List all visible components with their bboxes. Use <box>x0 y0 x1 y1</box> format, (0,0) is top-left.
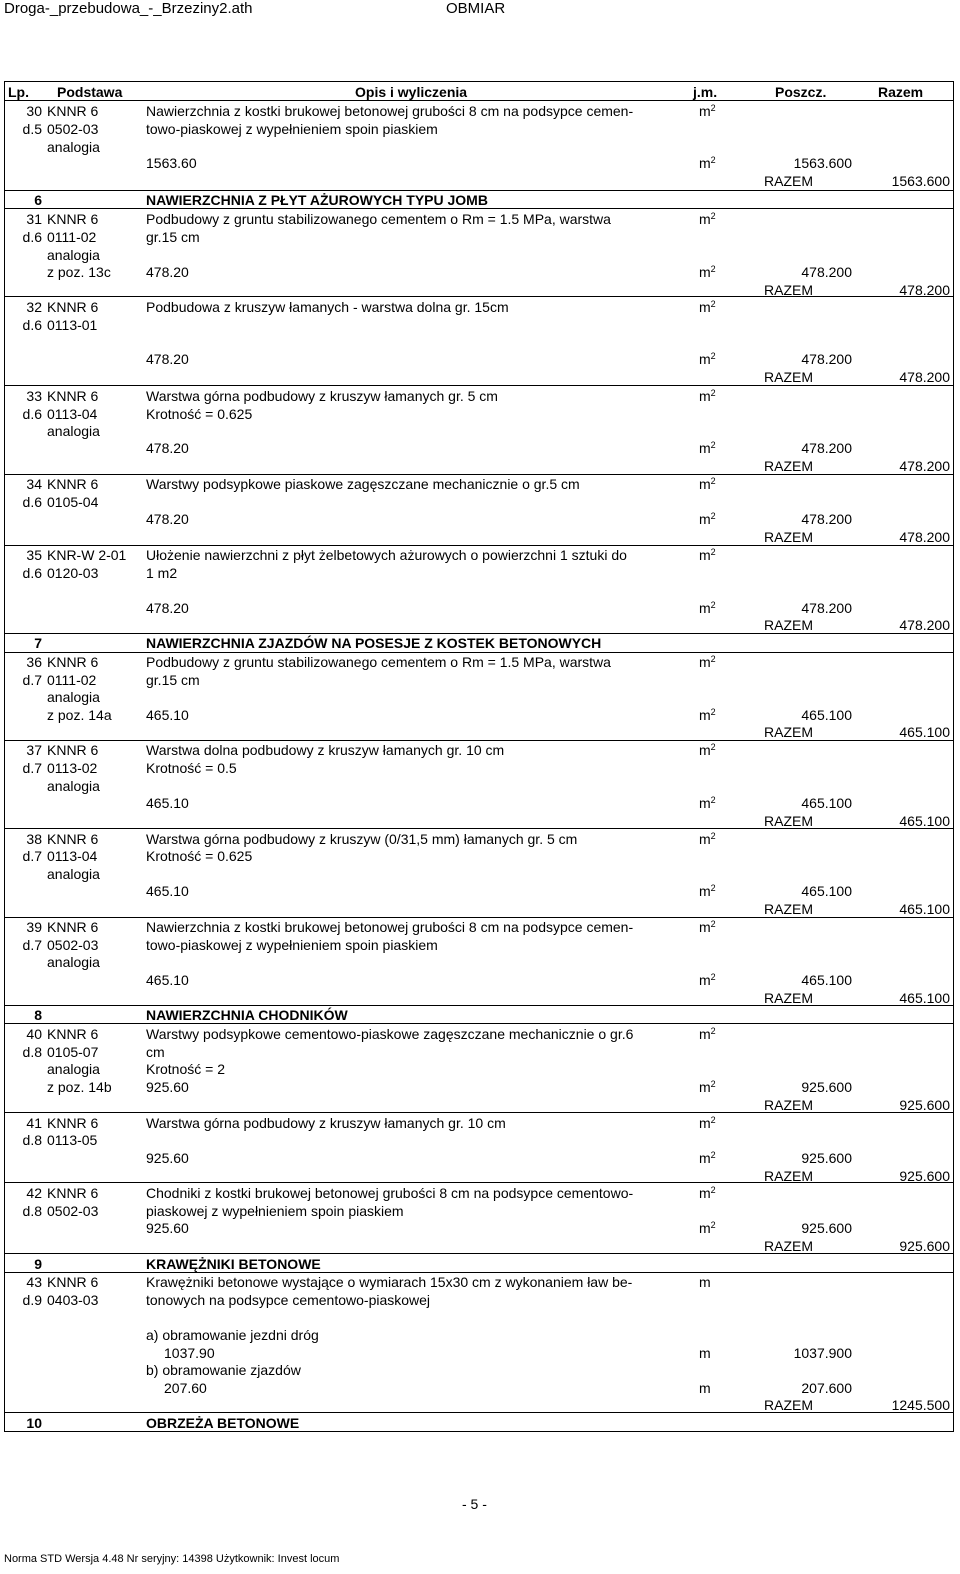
row-calc: 207.60 <box>164 1380 207 1396</box>
row-basis: KNNR 6 <box>47 299 99 315</box>
row-basis: KNNR 6 <box>47 742 99 758</box>
row-poszcz: 207.600 <box>801 1380 852 1396</box>
row-razem: 465.100 <box>899 990 950 1006</box>
row-unit: m <box>699 1345 711 1361</box>
row-basis-note: analogia <box>47 139 100 155</box>
row-section-ref: d.7 <box>22 937 42 953</box>
row-razem: 925.600 <box>899 1097 950 1113</box>
col-podstawa: Podstawa <box>57 84 123 100</box>
row-description: Krotność = 0.625 <box>146 406 253 422</box>
page-number: - 5 - <box>462 1496 487 1512</box>
row-basis-ref: z poz. 13c <box>47 264 111 280</box>
row-unit: $m^2$ <box>699 1220 716 1236</box>
section-number: 6 <box>34 192 42 208</box>
row-unit: $m^2$ <box>699 155 716 171</box>
col-jm: j.m. <box>693 84 718 100</box>
row-unit: $m^2$ <box>699 600 716 616</box>
razem-label: RAZEM <box>764 173 813 189</box>
row-basis-code: 0120-03 <box>47 565 99 581</box>
row-poszcz: 478.200 <box>801 264 852 280</box>
row-section-ref: d.7 <box>22 760 42 776</box>
row-subitem: b) obramowanie zjazdów <box>146 1362 301 1378</box>
row-razem: 1563.600 <box>891 173 950 189</box>
row-unit: $m^2$ <box>699 440 716 456</box>
razem-label: RAZEM <box>764 813 813 829</box>
row-poszcz: 925.600 <box>801 1079 852 1095</box>
row-section-ref: d.8 <box>22 1132 42 1148</box>
row-poszcz: 478.200 <box>801 440 852 456</box>
row-unit: $m^2$ <box>699 883 716 899</box>
row-description: Warstwa dolna podbudowy z kruszyw łamanych gr. 10 cm <box>146 742 505 758</box>
row-description: gr.15 cm <box>146 672 200 688</box>
row-poszcz: 925.600 <box>801 1150 852 1166</box>
row-basis-note: analogia <box>47 247 100 263</box>
row-description: Krawężniki betonowe wystające o wymiarach 15x30 cm z wykonaniem ław be- <box>146 1274 633 1290</box>
row-calc: 925.60 <box>146 1079 189 1095</box>
row-razem: 478.200 <box>899 282 950 298</box>
row-calc: 478.20 <box>146 440 189 456</box>
row-calc: 465.10 <box>146 883 189 899</box>
row-section-ref: d.8 <box>22 1044 42 1060</box>
row-section-ref: d.5 <box>22 121 42 137</box>
row-unit: $m^2$ <box>699 299 716 315</box>
row-basis-code: 0502-03 <box>47 1203 99 1219</box>
row-basis: KNR-W 2-01 <box>47 547 127 563</box>
row-description: cm <box>146 1044 165 1060</box>
row-section-ref: d.6 <box>22 317 42 333</box>
col-razem: Razem <box>878 84 924 100</box>
section-title: OBRZEŻA BETONOWE <box>146 1415 300 1431</box>
row-calc: 478.20 <box>146 511 189 527</box>
row-calc: 465.10 <box>146 972 189 988</box>
row-calc: 478.20 <box>146 264 189 280</box>
row-description: Warstwa górna podbudowy z kruszyw łamanych gr. 5 cm <box>146 388 498 404</box>
row-calc: 478.20 <box>146 351 189 367</box>
row-description: Krotność = 2 <box>146 1061 225 1077</box>
row-calc: 925.60 <box>146 1150 189 1166</box>
row-description: tonowych na podsypce cementowo-piaskowej <box>146 1292 431 1308</box>
row-description: Krotność = 0.5 <box>146 760 237 776</box>
row-poszcz: 465.100 <box>801 707 852 723</box>
row-basis-note: analogia <box>47 689 100 705</box>
row-basis-code: 0111-02 <box>47 672 97 688</box>
section-title: KRAWĘŻNIKI BETONOWE <box>146 1256 321 1272</box>
row-poszcz: 478.200 <box>801 600 852 616</box>
row-poszcz: 478.200 <box>801 351 852 367</box>
row-unit: $m^2$ <box>699 547 716 563</box>
section-number: 8 <box>34 1007 42 1023</box>
row-basis: KNNR 6 <box>47 476 99 492</box>
razem-label: RAZEM <box>764 282 813 298</box>
razem-label: RAZEM <box>764 369 813 385</box>
row-lp: 36 <box>26 654 42 670</box>
col-opis: Opis i wyliczenia <box>355 84 468 100</box>
row-description: piaskowej z wypełnieniem spoin piaskiem <box>146 1203 404 1219</box>
razem-label: RAZEM <box>764 1397 813 1413</box>
row-description: Krotność = 0.625 <box>146 848 253 864</box>
row-basis-code: 0105-07 <box>47 1044 99 1060</box>
razem-label: RAZEM <box>764 901 813 917</box>
row-description: Podbudowa z kruszyw łamanych - warstwa dolna gr. 15cm <box>146 299 509 315</box>
row-razem: 925.600 <box>899 1238 950 1254</box>
row-description: 1 m2 <box>146 565 178 581</box>
row-unit: $m^2$ <box>699 1079 716 1095</box>
col-lp: Lp. <box>8 84 29 100</box>
row-description: Warstwa górna podbudowy z kruszyw łamanych gr. 10 cm <box>146 1115 506 1131</box>
row-basis: KNNR 6 <box>47 1274 99 1290</box>
row-unit: $m^2$ <box>699 103 716 119</box>
section-number: 7 <box>34 635 42 651</box>
row-basis-code: 0502-03 <box>47 937 99 953</box>
row-unit: $m^2$ <box>699 351 716 367</box>
row-description: Nawierzchnia z kostki brukowej betonowej grubości 8 cm na podsypce cemen- <box>146 103 634 119</box>
row-description: towo-piaskowej z wypełnieniem spoin piaskiem <box>146 937 438 953</box>
row-unit: $m^2$ <box>699 264 716 280</box>
row-razem: 465.100 <box>899 724 950 740</box>
row-section-ref: d.8 <box>22 1203 42 1219</box>
row-basis-code: 0113-05 <box>47 1132 98 1148</box>
row-description: gr.15 cm <box>146 229 200 245</box>
row-unit: $m^2$ <box>699 919 716 935</box>
section-title: NAWIERZCHNIA Z PŁYT AŻUROWYCH TYPU JOMB <box>146 192 488 208</box>
razem-label: RAZEM <box>764 529 813 545</box>
row-lp: 40 <box>26 1026 42 1042</box>
row-poszcz: 465.100 <box>801 972 852 988</box>
row-basis-note: analogia <box>47 954 100 970</box>
row-section-ref: d.6 <box>22 229 42 245</box>
row-section-ref: d.9 <box>22 1292 42 1308</box>
row-razem: 478.200 <box>899 369 950 385</box>
row-unit: $m^2$ <box>699 511 716 527</box>
row-poszcz: 478.200 <box>801 511 852 527</box>
row-description: Warstwa górna podbudowy z kruszyw (0/31,5 mm) łamanych gr. 5 cm <box>146 831 578 847</box>
row-calc: 1037.90 <box>164 1345 215 1361</box>
row-poszcz: 1037.900 <box>793 1345 852 1361</box>
row-lp: 35 <box>26 547 42 563</box>
row-poszcz: 1563.600 <box>793 155 852 171</box>
row-lp: 43 <box>26 1274 42 1290</box>
row-unit: m <box>699 1274 711 1290</box>
row-unit: $m^2$ <box>699 1150 716 1166</box>
row-unit: $m^2$ <box>699 831 716 847</box>
row-basis: KNNR 6 <box>47 1185 99 1201</box>
col-poszcz: Poszcz. <box>775 84 827 100</box>
row-basis-note: analogia <box>47 866 100 882</box>
row-unit: $m^2$ <box>699 795 716 811</box>
row-unit: $m^2$ <box>699 211 716 227</box>
razem-label: RAZEM <box>764 990 813 1006</box>
row-basis-note: analogia <box>47 423 100 439</box>
row-basis-code: 0105-04 <box>47 494 99 510</box>
row-razem: 478.200 <box>899 529 950 545</box>
document-title: OBMIAR <box>446 0 506 17</box>
row-basis: KNNR 6 <box>47 831 99 847</box>
row-unit: $m^2$ <box>699 742 716 758</box>
section-title: NAWIERZCHNIA CHODNIKÓW <box>146 1007 348 1023</box>
row-razem: 478.200 <box>899 458 950 474</box>
row-unit: $m^2$ <box>699 388 716 404</box>
row-basis: KNNR 6 <box>47 388 99 404</box>
row-unit: $m^2$ <box>699 654 716 670</box>
row-description: Podbudowy z gruntu stabilizowanego cementem o Rm = 1.5 MPa, warstwa <box>146 211 611 227</box>
row-basis-code: 0113-01 <box>47 317 98 333</box>
section-title: NAWIERZCHNIA ZJAZDÓW NA POSESJE Z KOSTEK BETONOWYCH <box>146 635 602 651</box>
row-section-ref: d.6 <box>22 494 42 510</box>
row-lp: 30 <box>26 103 42 119</box>
row-lp: 31 <box>26 211 42 227</box>
row-basis-note: analogia <box>47 778 100 794</box>
row-unit: $m^2$ <box>699 972 716 988</box>
row-unit: $m^2$ <box>699 1026 716 1042</box>
row-lp: 37 <box>26 742 42 758</box>
row-description: Podbudowy z gruntu stabilizowanego cementem o Rm = 1.5 MPa, warstwa <box>146 654 611 670</box>
razem-label: RAZEM <box>764 458 813 474</box>
row-lp: 42 <box>26 1185 42 1201</box>
row-razem: 478.200 <box>899 617 950 633</box>
row-basis-code: 0113-02 <box>47 760 98 776</box>
row-poszcz: 465.100 <box>801 795 852 811</box>
row-basis-note: analogia <box>47 1061 100 1077</box>
row-unit: $m^2$ <box>699 1115 716 1131</box>
row-lp: 32 <box>26 299 42 315</box>
row-calc: 465.10 <box>146 707 189 723</box>
footer-text: Norma STD Wersja 4.48 Nr seryjny: 14398 Użytkownik: Invest locum <box>4 1553 340 1565</box>
row-description: Chodniki z kostki brukowej betonowej grubości 8 cm na podsypce cementowo- <box>146 1185 634 1201</box>
row-basis: KNNR 6 <box>47 1026 99 1042</box>
row-basis-code: 0113-04 <box>47 406 98 422</box>
row-lp: 39 <box>26 919 42 935</box>
row-basis-code: 0111-02 <box>47 229 97 245</box>
razem-label: RAZEM <box>764 1097 813 1113</box>
row-razem: 465.100 <box>899 813 950 829</box>
row-unit: $m^2$ <box>699 1185 716 1201</box>
row-poszcz: 925.600 <box>801 1220 852 1236</box>
row-basis: KNNR 6 <box>47 211 99 227</box>
section-number: 9 <box>34 1256 42 1272</box>
row-basis-code: 0502-03 <box>47 121 99 137</box>
row-unit: m <box>699 1380 711 1396</box>
row-lp: 33 <box>26 388 42 404</box>
file-name: Droga-_przebudowa_-_Brzeziny2.ath <box>4 0 253 17</box>
row-unit: $m^2$ <box>699 707 716 723</box>
row-razem: 925.600 <box>899 1168 950 1184</box>
row-calc: 465.10 <box>146 795 189 811</box>
row-basis-code: 0403-03 <box>47 1292 99 1308</box>
row-lp: 34 <box>26 476 42 492</box>
row-description: Ułożenie nawierzchni z płyt żelbetowych ażurowych o powierzchni 1 sztuki do <box>146 547 627 563</box>
row-section-ref: d.6 <box>22 406 42 422</box>
row-section-ref: d.6 <box>22 565 42 581</box>
row-poszcz: 465.100 <box>801 883 852 899</box>
razem-label: RAZEM <box>764 1168 813 1184</box>
row-calc: 1563.60 <box>146 155 197 171</box>
row-section-ref: d.7 <box>22 672 42 688</box>
row-basis-code: 0113-04 <box>47 848 98 864</box>
row-calc: 478.20 <box>146 600 189 616</box>
razem-label: RAZEM <box>764 724 813 740</box>
row-basis-ref: z poz. 14b <box>47 1079 112 1095</box>
row-razem: 465.100 <box>899 901 950 917</box>
row-unit: $m^2$ <box>699 476 716 492</box>
row-basis: KNNR 6 <box>47 919 99 935</box>
row-basis: KNNR 6 <box>47 654 99 670</box>
row-calc: 925.60 <box>146 1220 189 1236</box>
razem-label: RAZEM <box>764 1238 813 1254</box>
row-description: Nawierzchnia z kostki brukowej betonowej grubości 8 cm na podsypce cemen- <box>146 919 634 935</box>
razem-label: RAZEM <box>764 617 813 633</box>
row-subitem: a) obramowanie jezdni dróg <box>146 1327 319 1343</box>
row-razem: 1245.500 <box>891 1397 950 1413</box>
row-basis: KNNR 6 <box>47 103 99 119</box>
row-description: Warstwy podsypkowe cementowo-piaskowe zagęszczane mechanicznie o gr.6 <box>146 1026 634 1042</box>
row-basis-ref: z poz. 14a <box>47 707 112 723</box>
section-number: 10 <box>26 1415 42 1431</box>
row-lp: 41 <box>26 1115 42 1131</box>
row-description: towo-piaskowej z wypełnieniem spoin piaskiem <box>146 121 438 137</box>
row-section-ref: d.7 <box>22 848 42 864</box>
row-basis: KNNR 6 <box>47 1115 99 1131</box>
row-description: Warstwy podsypkowe piaskowe zagęszczane mechanicznie o gr.5 cm <box>146 476 580 492</box>
row-lp: 38 <box>26 831 42 847</box>
